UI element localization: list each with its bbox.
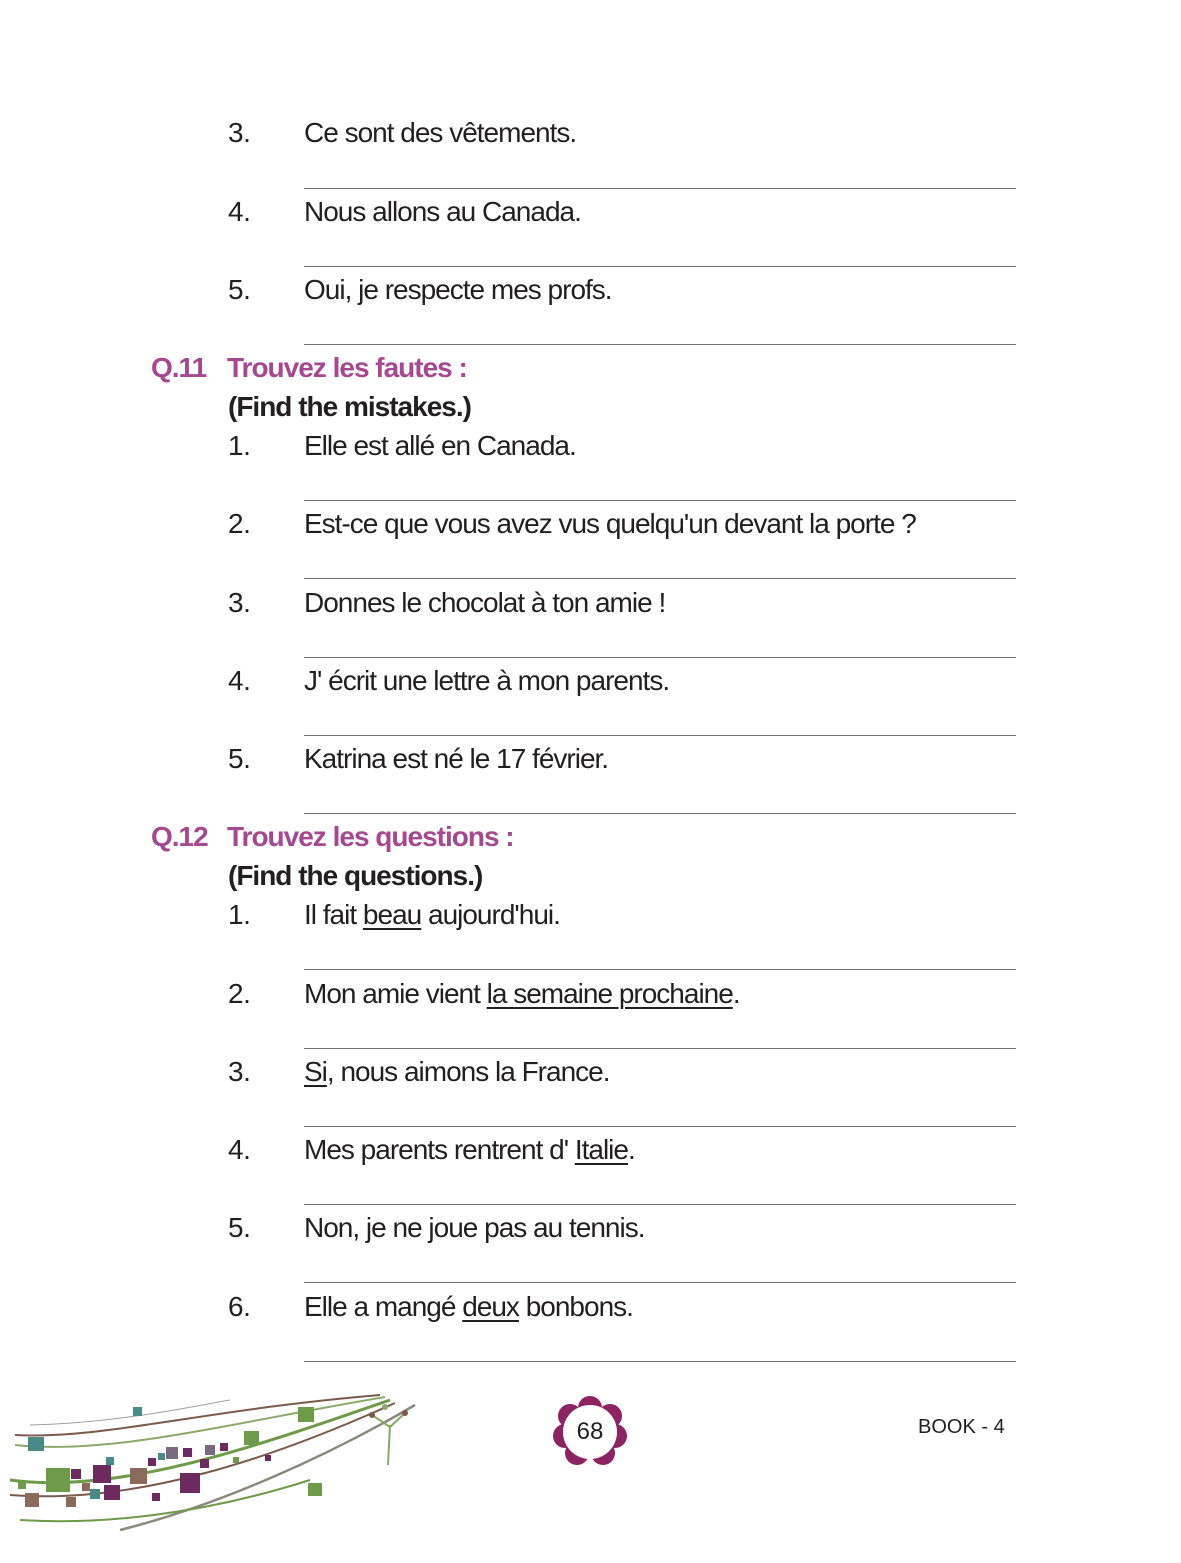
- answer-line[interactable]: [304, 1361, 1016, 1362]
- underlined-phrase: Italie: [574, 1134, 628, 1165]
- q12-number: Q.12: [151, 821, 208, 852]
- decorative-swoosh-icon: [0, 1385, 430, 1555]
- q12-item-4: [0, 1133, 1181, 1183]
- item-text: Si, nous aimons la France.: [304, 1056, 610, 1087]
- q11-item-1: [0, 429, 1181, 479]
- q11-item-2: [0, 507, 1181, 557]
- answer-line[interactable]: [304, 344, 1016, 345]
- page-number: 68: [576, 1418, 604, 1445]
- item-text: Katrina est né le 17 février.: [304, 743, 609, 774]
- item-number: 1.: [228, 899, 251, 930]
- item-number: 3.: [228, 117, 251, 148]
- answer-line[interactable]: [304, 1048, 1016, 1049]
- answer-line[interactable]: [304, 500, 1016, 501]
- item-text: Nous allons au Canada.: [304, 196, 581, 227]
- item-number: 2.: [228, 508, 251, 539]
- q12-item-6: [0, 1290, 1181, 1340]
- prev-item-5: [0, 273, 1181, 323]
- underlined-phrase: beau: [362, 899, 422, 930]
- item-number: 4.: [228, 665, 251, 696]
- item-text: Donnes le chocolat à ton amie !: [304, 587, 666, 618]
- answer-line[interactable]: [304, 578, 1016, 579]
- q11-heading: [151, 351, 467, 385]
- q11-title: Trouvez les fautes :: [227, 352, 467, 383]
- underlined-phrase: la semaine prochaine: [486, 978, 733, 1009]
- item-text: Mes parents rentrent d' Italie.: [304, 1134, 635, 1165]
- q11-number: Q.11: [151, 352, 207, 383]
- item-text: Non, je ne joue pas au tennis.: [304, 1212, 645, 1243]
- item-text: Il fait beau aujourd'hui.: [304, 899, 560, 930]
- item-text: Ce sont des vêtements.: [304, 117, 577, 148]
- item-number: 5.: [228, 274, 251, 305]
- answer-line[interactable]: [304, 1282, 1016, 1283]
- q11-item-3: [0, 586, 1181, 636]
- item-number: 1.: [228, 430, 251, 461]
- q12-item-5: [0, 1211, 1181, 1261]
- answer-line[interactable]: [304, 813, 1016, 814]
- item-text: J' écrit une lettre à mon parents.: [304, 665, 670, 696]
- q11-subtitle: (Find the mistakes.): [228, 391, 471, 422]
- item-text: Est-ce que vous avez vus quelqu'un devant la porte ?: [304, 508, 916, 539]
- prev-item-3: [0, 116, 1181, 166]
- q12-item-2: [0, 977, 1181, 1027]
- prev-item-4: [0, 195, 1181, 245]
- item-number: 5.: [228, 1212, 251, 1243]
- item-text: Elle a mangé deux bonbons.: [304, 1291, 633, 1322]
- answer-line[interactable]: [304, 266, 1016, 267]
- q12-item-3: [0, 1055, 1181, 1105]
- item-number: 4.: [228, 1134, 251, 1165]
- item-text: Oui, je respecte mes profs.: [304, 274, 612, 305]
- item-number: 6.: [228, 1291, 251, 1322]
- answer-line[interactable]: [304, 657, 1016, 658]
- answer-line[interactable]: [304, 1126, 1016, 1127]
- item-text: Mon amie vient la semaine prochaine.: [304, 978, 740, 1009]
- answer-line[interactable]: [304, 1204, 1016, 1205]
- answer-line[interactable]: [304, 969, 1016, 970]
- item-text: Elle est allé en Canada.: [304, 430, 576, 461]
- item-number: 3.: [228, 587, 251, 618]
- q12-heading: [151, 820, 514, 854]
- q12-subtitle: (Find the questions.): [228, 860, 483, 891]
- item-number: 4.: [228, 196, 251, 227]
- q11-item-5: [0, 742, 1181, 792]
- answer-line[interactable]: [304, 735, 1016, 736]
- q12-title: Trouvez les questions :: [227, 821, 514, 852]
- q11-item-4: [0, 664, 1181, 714]
- item-number: 2.: [228, 978, 251, 1009]
- underlined-phrase: Si: [304, 1056, 327, 1087]
- item-number: 5.: [228, 743, 251, 774]
- underlined-phrase: deux: [462, 1291, 519, 1322]
- item-number: 3.: [228, 1056, 251, 1087]
- q12-item-1: [0, 898, 1181, 948]
- book-label: BOOK - 4: [918, 1416, 1005, 1438]
- answer-line[interactable]: [304, 188, 1016, 189]
